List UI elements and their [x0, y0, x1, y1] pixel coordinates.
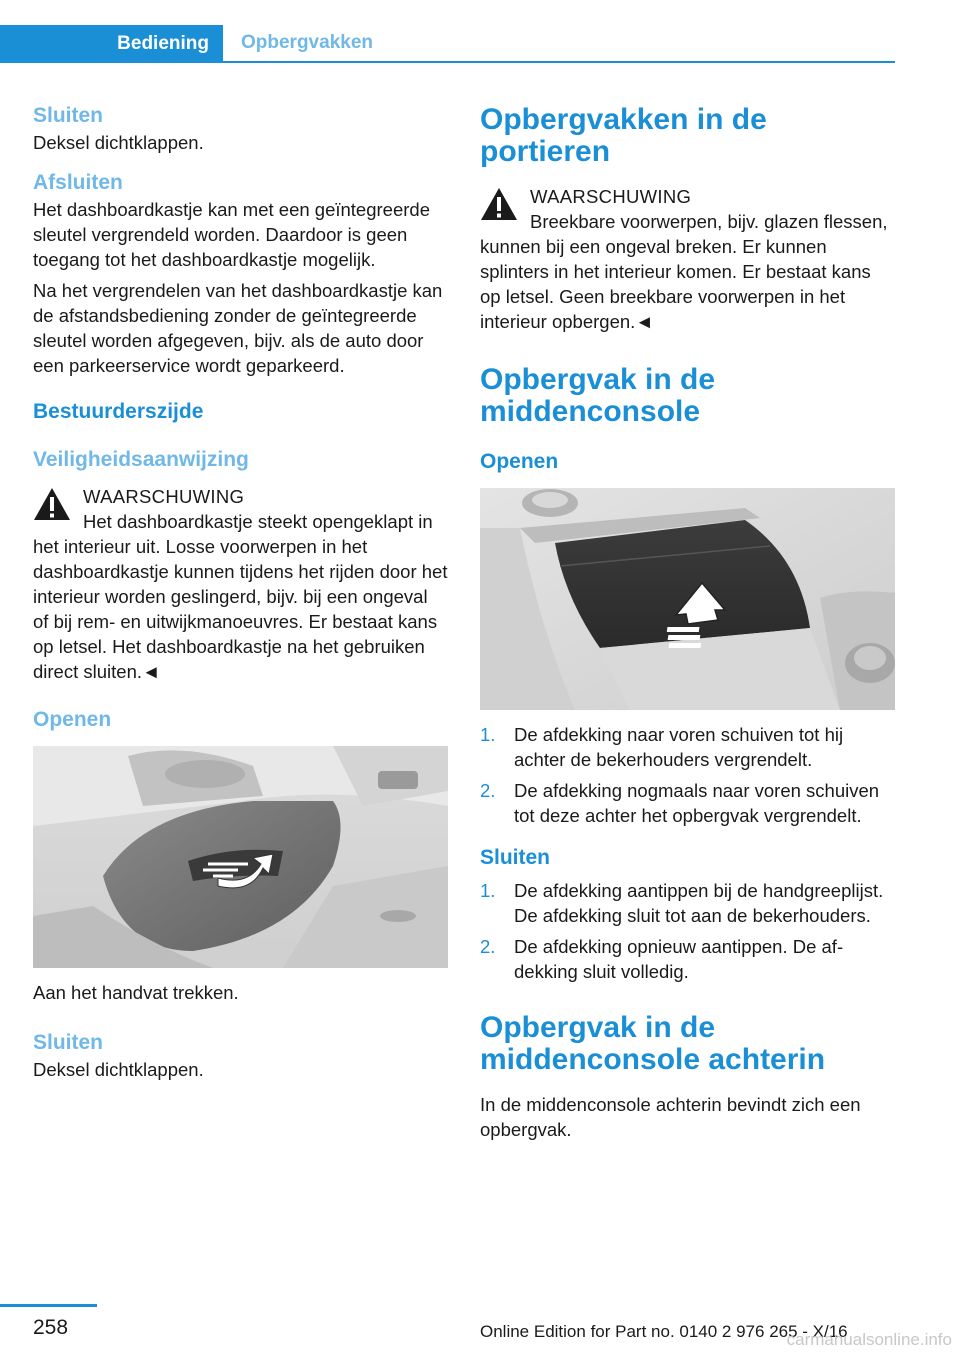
warning-triangle-icon — [33, 486, 71, 522]
list-item: 1. De afdekking aantippen bij de handgreeplijst. De afdekking sluit tot aan de bekerhouders. — [480, 880, 884, 926]
sluiten-heading-right: Sluiten — [480, 846, 551, 869]
tab-bediening[interactable]: Bediening — [0, 25, 223, 63]
header-tabbar — [0, 25, 895, 63]
warning-triangle-icon — [480, 186, 518, 222]
glovebox-illustration — [33, 746, 448, 968]
bestuurderszijde-heading: Bestuurderszijde — [33, 400, 204, 423]
warning-label: WAARSCHUWING — [83, 486, 245, 507]
warning-text: Het dashboardkastje steekt opengeklapt in het interieur uit. Losse voorwerpen in het dashboardkastje kunnen tijdens het rijden door het interieur worden geslingerd, bijv. bij een ongeval of bij rem- en uitwijkmanoeuvres. Er bestaat kans op letsel. Het dashboardkastje na het gebruiken direct sluiten.◄ — [33, 511, 448, 682]
tab-opbergvakken[interactable]: Opbergvakken — [241, 32, 373, 53]
sluiten-heading-2: Sluiten — [33, 1031, 104, 1054]
warning-block-portieren — [480, 184, 895, 334]
center-console-illustration — [480, 488, 895, 710]
afsluiten-heading: Afsluiten — [33, 171, 123, 194]
list-item: 1. De afdekking naar voren schuiven tot hij achter de bekerhouders vergrendelt. — [480, 724, 844, 770]
list-item: 2. De afdekking opnieuw aantippen. De afdekking sluit volledig. — [480, 936, 844, 982]
afsluiten-paragraph-1: Het dashboardkastje kan met een geïntegreerde sleutel vergrendeld worden. Daardoor is geen toegang tot het dashboardkastje mogelijk. — [33, 199, 430, 270]
list-item: 2. De afdekking nogmaals naar voren schuiven tot deze achter het opbergvak vergrendelt. — [480, 780, 880, 826]
openen-steps — [480, 722, 895, 828]
edition-text: Online Edition for Part no. 0140 2 976 265 - X/16 — [480, 1322, 848, 1341]
openen-text: Aan het handvat trekken. — [33, 982, 239, 1003]
afsluiten-paragraph-2: Na het vergrendelen van het dashboardkastje kan de afstandsbediening zonder de geïntegreerde sleutel worden afgegeven, bijv. als de auto door een parkeerservice wordt geparkeerd. — [33, 280, 443, 376]
middenconsole-heading: Opbergvak in de middenconsole — [480, 363, 716, 428]
achterin-text: In de middenconsole achterin bevindt zich een opbergvak. — [480, 1094, 861, 1140]
sluiten-text: Deksel dichtklappen. — [33, 132, 204, 153]
page-number: 258 — [33, 1316, 69, 1339]
header-rule — [0, 61, 895, 63]
sluiten-steps — [480, 878, 895, 984]
left-column — [33, 100, 448, 1082]
portieren-heading: Opbergvakken in de portieren — [480, 103, 767, 168]
warning-label: WAARSCHUWING — [530, 186, 692, 207]
openen-heading: Openen — [33, 708, 112, 731]
warning-text: Breekbare voorwerpen, bijv. glazen flessen, kunnen bij een ongeval breken. Er kunnen splinters in het interieur komen. Er bestaat kans op letsel. Geen breekbare voorwerpen in het interieur opbergen.◄ — [480, 211, 888, 332]
veiligheidsaanwijzing-heading: Veiligheidsaanwijzing — [33, 448, 249, 471]
sluiten-heading: Sluiten — [33, 104, 104, 127]
watermark: carmanualsonline.info — [786, 1330, 952, 1349]
achterin-heading: Opbergvak in de middenconsole achterin — [480, 1011, 826, 1076]
warning-block-dashboard — [33, 484, 448, 684]
openen-heading-right: Openen — [480, 450, 559, 473]
sluiten-text-2: Deksel dichtklappen. — [33, 1059, 204, 1080]
footer-rule — [0, 1304, 97, 1307]
right-column — [480, 100, 895, 1142]
